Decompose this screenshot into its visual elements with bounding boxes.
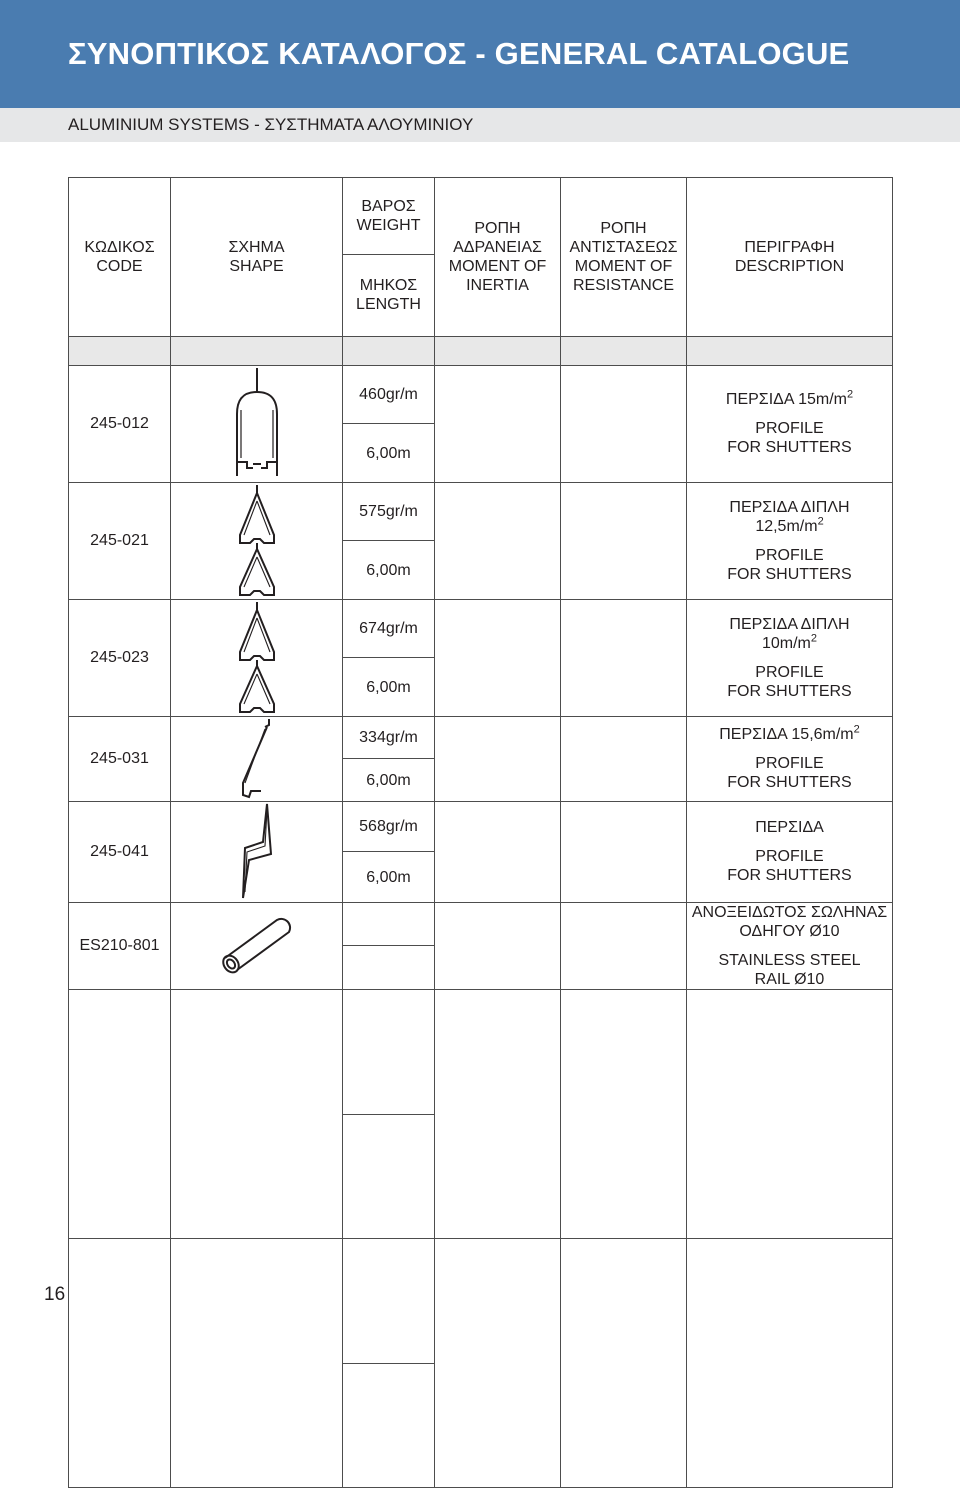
product-weight: 674gr/m [343,599,435,658]
product-length: 6,00m [343,424,435,483]
product-resistance [561,801,687,902]
single-shutter-profile-icon [171,366,342,482]
product-resistance [561,482,687,599]
description-english-line: FOR SHUTTERS [727,774,852,792]
header-description: ΠΕΡΙΓΡΑΦΗ DESCRIPTION [687,178,893,337]
product-shape [171,716,343,801]
product-shape [171,365,343,482]
description-greek-line: ΠΕΡΣΙΔΑ ΔΙΠΛΗ [729,498,850,516]
product-description [687,716,893,801]
product-resistance [561,716,687,801]
product-inertia [435,599,561,716]
page-title: ΣΥΝΟΠΤΙΚΟΣ ΚΑΤΑΛΟΓΟΣ - GENERAL CATALOGUE [68,36,850,71]
header-resistance: ΡΟΠΗ ΑΝΤΙΣΤΑΣΕΩΣ MOMENT OF RESISTANCE [561,178,687,337]
table-row [69,801,893,852]
product-description [687,482,893,599]
product-code: 245-012 [69,365,171,482]
product-code: 245-031 [69,716,171,801]
header-banner [0,0,960,108]
header-code: ΚΩΔΙΚΟΣ CODE [69,178,171,337]
product-shape [171,482,343,599]
catalogue-table [68,177,893,1488]
product-inertia [435,482,561,599]
description-greek-line: $10m/m^2$ [761,632,818,652]
header-shape: ΣΧΗΜΑ SHAPE [171,178,343,337]
product-code: ES210-801 [69,902,171,989]
table-body [69,365,893,989]
table-row [69,716,893,759]
product-resistance [561,365,687,482]
product-code: 245-023 [69,599,171,716]
header-weight: ΒΑΡΟΣ WEIGHT [343,178,435,255]
double-shutter-profile-icon [171,483,342,599]
section-bar [0,108,960,142]
product-description [687,902,893,989]
header-inertia: ΡΟΠΗ ΑΔΡΑΝΕΙΑΣ MOMENT OF INERTIA [435,178,561,337]
description-english-line: PROFILE [755,663,824,681]
description-english-line: RAIL Ø10 [754,970,825,988]
description-greek-line: ΑΝΟΞΕΙΔΩΤΟΣ ΣΩΛΗΝΑΣ [691,903,888,921]
table-row [69,902,893,946]
product-shape [171,801,343,902]
product-length [343,946,435,990]
product-length: 6,00m [343,852,435,903]
product-description [687,599,893,716]
description-greek-line: ΠΕΡΣΙΔΑ ΔΙΠΛΗ [729,615,850,633]
product-description [687,801,893,902]
description-english-line: FOR SHUTTERS [727,682,852,700]
product-length: 6,00m [343,541,435,600]
slanted-shutter-profile-icon [171,717,342,801]
product-weight: 460gr/m [343,365,435,424]
description-english-line: FOR SHUTTERS [727,565,852,583]
product-weight: 575gr/m [343,482,435,541]
description-english-line: PROFILE [755,755,824,773]
product-inertia [435,902,561,989]
tube-rail-icon [171,914,342,978]
description-greek-line: ΠΕΡΣΙΔΑ [755,819,824,837]
product-shape [171,599,343,716]
empty-rows [69,989,893,1488]
description-english-line: PROFILE [755,420,824,438]
header-length: ΜΗΚΟΣ LENGTH [343,255,435,336]
product-inertia [435,716,561,801]
description-english-line: PROFILE [755,848,824,866]
description-english-line: PROFILE [755,546,824,564]
description-english-line: STAINLESS STEEL [718,951,861,969]
table-header-row [69,178,893,255]
product-length: 6,00m [343,658,435,717]
description-english-line: FOR SHUTTERS [727,867,852,885]
description-greek-line: $12,5m/m^2$ [755,515,824,535]
description-greek-line: ΠΕΡΣΙΔΑ $15,6m/m^2$ [719,724,860,744]
product-resistance [561,902,687,989]
product-resistance [561,599,687,716]
table-row [69,599,893,658]
product-inertia [435,801,561,902]
product-weight: 568gr/m [343,801,435,852]
section-title: ALUMINIUM SYSTEMS - ΣΥΣΤΗΜΑΤΑ ΑΛΟΥΜΙΝΙΟΥ [68,115,474,134]
table-row [69,482,893,541]
product-shape [171,902,343,989]
product-inertia [435,365,561,482]
description-english-line: FOR SHUTTERS [727,439,852,457]
header-separator [69,336,893,365]
description-greek-line: ΟΔΗΓΟΥ Ø10 [739,922,840,940]
table-row [69,365,893,424]
product-code: 245-041 [69,801,171,902]
product-description [687,365,893,482]
product-code: 245-021 [69,482,171,599]
double-shutter-profile-icon [171,600,342,716]
product-length: 6,00m [343,759,435,802]
product-weight: 334gr/m [343,716,435,759]
product-weight [343,902,435,946]
page-number: 16 [44,1284,66,1305]
description-greek-line: ΠΕΡΣΙΔΑ $15m/m^2$ [725,389,854,409]
zigzag-shutter-profile-icon [171,802,342,902]
